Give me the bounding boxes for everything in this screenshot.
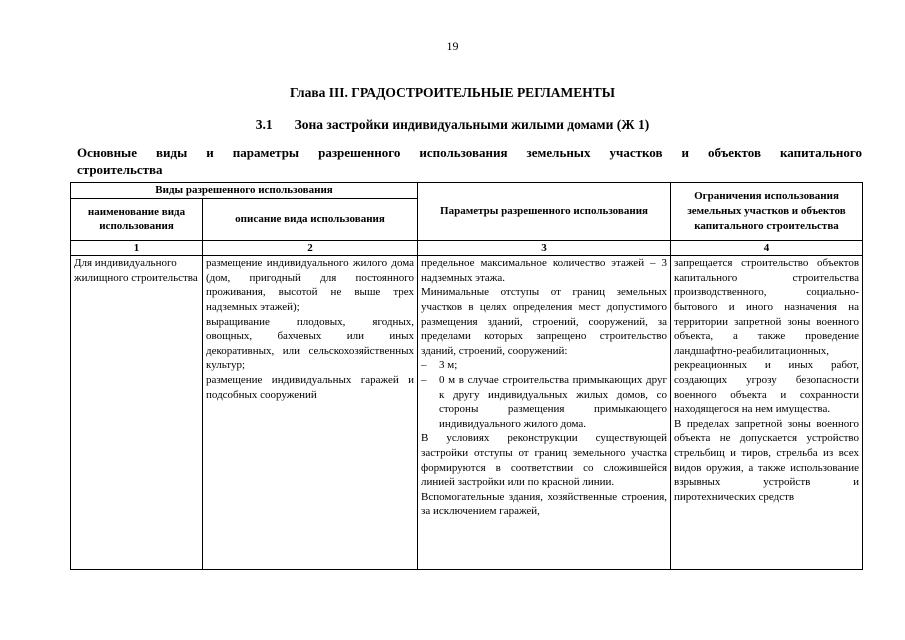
header-usage-name: наименование вида использования — [71, 198, 203, 240]
table-caption: Основные виды и параметры разрешенного использования земельных участков и объектов капитального — [77, 145, 862, 160]
list-item-text: 3 м; — [439, 359, 458, 372]
dash-mark: – — [421, 359, 427, 372]
list-item — [421, 358, 667, 373]
description-item: размещение индивидуального жилого дома (дом, пригодный для постоянного проживания, высотой не выше трех надземных этажей); — [206, 257, 415, 313]
header-usage-description: описание вида использования — [203, 198, 418, 240]
restrictions-cell — [671, 256, 863, 570]
regulations-table — [70, 182, 863, 570]
section-number: 3.1 — [255, 117, 273, 132]
parameter-reconstruction: В условиях реконструкции существующей застройки отступы от границ земельного участка формируются в соответствии со сложившейся линией застройки или по красной линии. — [421, 432, 668, 489]
description-item: размещение индивидуальных гаражей и подсобных сооружений — [206, 373, 415, 401]
restriction-construction: запрещается строительство объектов капитального строительства производственного, социально-бытового и иного назначения на территории запретной зоны военного объекта, а также проведение ландшафтно-реабилитационных, рекреационных и иных работ, создающих угрозу безопасности военного объекта и сохранности находящегося на нем имущества. — [674, 257, 860, 416]
description-item: выращивание плодовых, ягодных, овощных, бахчевых или иных декоративных, или сельскохозяйственных культур; — [206, 315, 415, 372]
parameter-auxiliary: Вспомогательные здания, хозяйственные строения, за исключением гаражей, — [421, 490, 668, 518]
column-number: 3 — [418, 240, 671, 256]
column-number: 1 — [71, 240, 203, 256]
header-parameters: Параметры разрешенного использования — [418, 183, 671, 241]
restriction-forbidden-zone: В пределах запретной зоны военного объекта не допускается устройство стрельбищ и тиров, стрельба из всех видов оружия, а также использование взрывных устройств и пиротехнических средств — [674, 417, 860, 503]
usage-name-cell — [71, 256, 203, 570]
column-number: 2 — [203, 240, 418, 256]
column-number: 4 — [671, 240, 863, 256]
section-name: Зона застройки индивидуальными жилыми домами (Ж 1) — [294, 117, 650, 132]
table-caption-continued: строительства — [77, 162, 163, 177]
section-title — [0, 117, 905, 133]
column-number-row — [71, 240, 863, 256]
usage-description-cell — [203, 256, 418, 570]
parameter-floors: предельное максимальное количество этажей – 3 надземных этажа. — [421, 257, 668, 284]
usage-name: Для индивидуального жилищного строительства — [74, 257, 198, 284]
list-item-text: 0 м в случае строительства примыкающих друг к другу индивидуальных жилых домов, со стороны размещения примыкающего индивидуального жилого дома. — [439, 373, 668, 430]
parameters-cell — [418, 256, 671, 570]
parameter-setbacks: Минимальные отступы от границ земельных участков в целях определения мест допустимого размещения зданий, строений, сооружений, за пределами которых запрещено строительство зданий, строений, сооружений: — [421, 286, 668, 357]
header-restrictions: Ограничения использования земельных участков и объектов капитального строительства — [671, 183, 863, 241]
dash-mark: – — [421, 373, 427, 386]
chapter-title: Глава III. ГРАДОСТРОИТЕЛЬНЫЕ РЕГЛАМЕНТЫ — [289, 85, 616, 100]
table-row — [71, 256, 863, 570]
group-header-usage-types: Виды разрешенного использования — [71, 183, 418, 199]
list-item — [421, 373, 667, 431]
page-number: 19 — [446, 39, 459, 53]
